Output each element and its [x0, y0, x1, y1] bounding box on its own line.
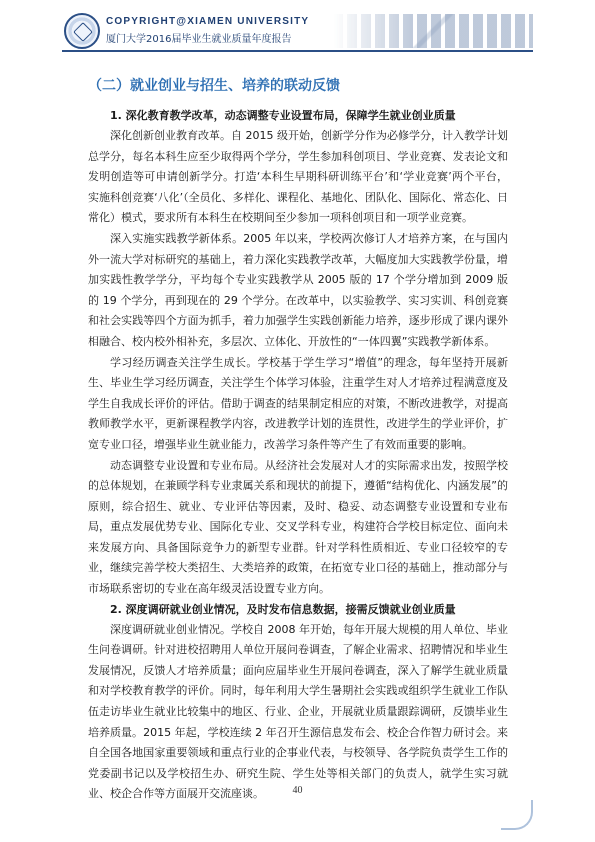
header-rule [62, 50, 533, 52]
header-report-title: 厦门大学2016届毕业生就业质量年度报告 [106, 34, 292, 45]
header-copyright: COPYRIGHT@XIAMEN UNIVERSITY [106, 16, 310, 27]
page-number: 40 [292, 785, 303, 796]
footer-decoration [501, 800, 533, 830]
section-title: （二）就业创业与招生、培养的联动反馈 [88, 78, 340, 94]
paragraph: 深入实施实践教学新体系。2005 年以来，学校两次修订人才培养方案，在与国内外一流大学对标研究的基础上，着力深化实践教学改革，大幅度加大实践教学份量，增加实践性教学学分，平均每个专业实践教学从 2005 版的 17 个学分增加到 2009 版的 19 个学分，再到现在的 29 个学分。在改革中，以实验教学、实习实训、科创竞赛和社会实践等四个方面为抓手，着力加强学生实践创新能力培养，逐步形成了课内课外相融合、校内校外相补充，多层次、立体化、开放性的“一体四翼”实践教学新体系。 [88, 231, 508, 348]
subsection-title: 2. 深度调研就业创业情况，及时发布信息数据，接需反馈就业创业质量 [110, 602, 456, 616]
paragraph: 学习经历调查关注学生成长。学校基于学生学习“增值”的理念，每年坚持开展新生、毕业生学习经历调查，关注学生个体学习体验，注重学生对人才培养过程满意度及学生自我成长评价的评估。借助于调查的结果制定相应的对策，不断改进教学，对提高教师教学水平，更新课程教学内容，改进教学计划的连贯性，改进学生的学业评价，扩宽专业口径，增强毕业生就业能力，改善学习条件等产生了有效而重要的影响。 [88, 355, 508, 451]
paragraph: 深度调研就业创业情况。学校自 2008 年开始，每年开展大规模的用人单位、毕业生问卷调研。针对进校招聘用人单位开展问卷调查，了解企业需求、招聘情况和毕业生发展情况，反馈人才培养质量；面向应届毕业生开展问卷调查，深入了解学生就业质量和对学校教育教学的评价。同时，每年利用大学生暑期社会实践或组织学生就业工作队伍走访毕业生就业比较集中的地区、行业、企业，开展就业质量跟踪调研，反馈毕业生培养质量。2015 年起，学校连续 2 年召开生源信息发布会、校企合作智力研讨会。来自全国各地国家重要领域和重点行业的企事业代表，与校领导、各学院负责学生工作的党委副书记以及学校招生办、研究生院、学生处等相关部门的负责人，就学生实习就业、校企合作等方面展开交流座谈。 [88, 622, 508, 801]
paragraph: 深化创新创业教育改革。自 2015 级开始，创新学分作为必修学分，计入教学计划总学分，每名本科生应至少取得两个学分，学生参加科创项目、学业竞赛、发表论文和发明创造等可申请创新学分。打造‘本科生早期科研训练平台’和‘学业竞赛’两个平台，实施科创竞赛‘八化’（全员化、多样化、课程化、基地化、团队化、国际化、常态化、日常化）模式，要求所有本科生在校期间至少参加一项科创项目和一项学业竞赛。 [88, 129, 508, 225]
university-logo-icon [64, 13, 100, 49]
paragraph: 动态调整专业设置和专业布局。从经济社会发展对人才的实际需求出发，按照学校的总体规划，在兼顾学科专业隶属关系和现状的前提下，遵循“结构优化、内涵发展”的原则，综合招生、就业、专业评估等因素，及时、稳妥、动态调整专业设置和专业布局，重点发展优势专业、国际化专业、交叉学科专业，构建符合学校目标定位、面向未来发展方向、具备国际竞争力的新型专业群。针对学科性质相近、专业口径较窄的专业，继续完善学校大类招生、大类培养的政策，在拓宽专业口径的基础上，推动部分与市场联系密切的专业在高年级灵活设置专业方向。 [88, 458, 508, 596]
header-decoration [333, 14, 533, 48]
page-body [88, 68, 508, 805]
page-header [0, 0, 595, 60]
subsection-title: 1. 深化教育教学改革，动态调整专业设置布局，保障学生就业创业质量 [110, 109, 456, 122]
